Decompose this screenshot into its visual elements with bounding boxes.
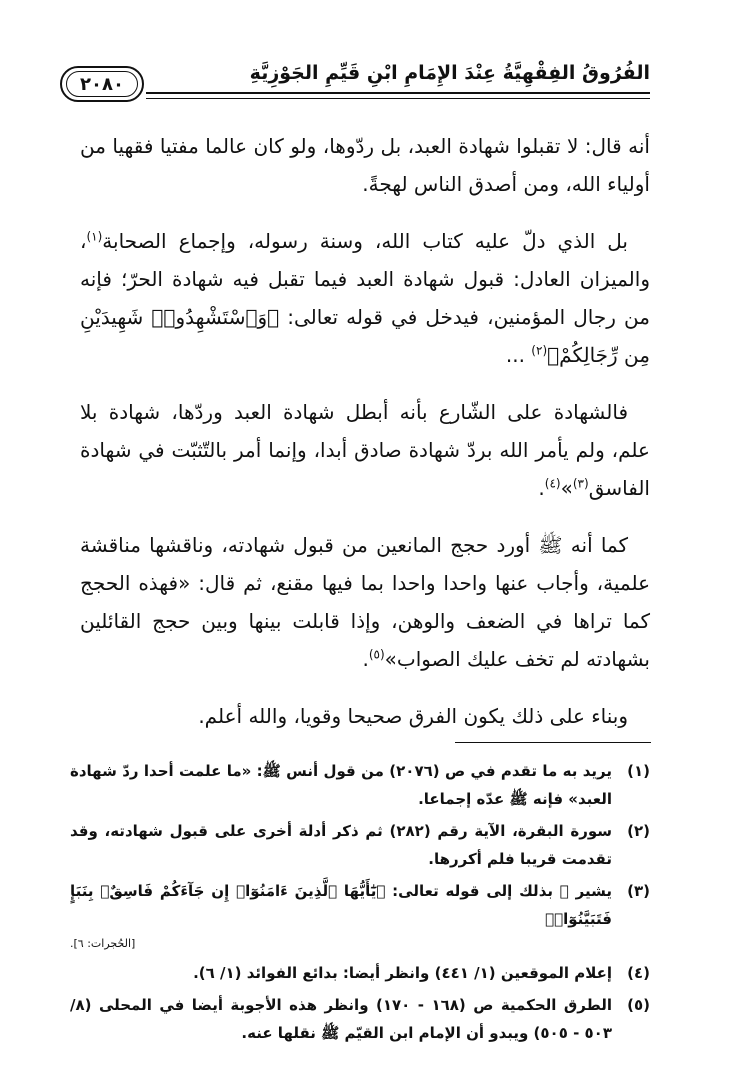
footnote-item [70,991,650,1047]
running-title: الفُرُوقُ الفِقْهِيَّةُ عِنْدَ الإِمَامِ ابْنِ قَيِّمِ الجَوْزِيَّةِ [249,62,650,84]
footnote-ref-4[interactable]: (٤) [544,476,561,491]
footnotes [70,757,650,1051]
paragraph-4 [80,526,650,678]
footnote-ref-3[interactable]: (٣) [572,476,589,491]
footnote-item [70,959,650,987]
header-rule-thin [146,98,650,99]
footnote-text: يشير ﷺ بذلك إلى قوله تعالى: ﴿يَٰٓأَيُّهَا ٱلَّذِينَ ءَامَنُوٓا۟ إِن جَآءَكُمْ فَاسِقٌۢ بِنَبَإٍ فَتَبَيَّنُوٓا۟﴾ [70,882,612,928]
page-number: ٢٠٨٠ [66,71,138,97]
footnote-number: (٣) [627,882,650,900]
paragraph-3 [80,393,650,507]
p3-text-c: . [538,476,545,500]
p2-text-a: بل الذي دلّ عليه كتاب الله، وسنة رسوله، وإجماع الصحابة [102,229,628,253]
footnote-number: (٢) [627,822,650,840]
p4-text-a: كما أنه ﷺ أورد حجج المانعين من قبول شهادته، وناقشها مناقشة علمية، وأجاب عنها واحدا واحدا بما فيها مقنع، ثم قال: «فهذه الحجج كما تراها في الضعف والوهن، وإذا قابلت بينها وبين حجج القائلين بشهادته لم تخف عليك الصواب» [80,533,650,671]
footnote-text: يريد به ما تقدم في ص (٢٠٧٦) من قول أنس ﷺ: «ما علمت أحدا ردّ شهادة العبد» فإنه ﷺ عدّه إجماعا. [70,762,612,808]
footnote-item [70,817,650,873]
p3-text-b: » [560,476,573,500]
footnote-ref-1[interactable]: (١) [86,229,103,244]
footnote-ref-2[interactable]: (٢) [531,343,548,358]
footnote-text-block [70,877,612,955]
paragraph-2 [80,222,650,374]
footnote-text: الطرق الحكمية ص (١٦٨ - ١٧٠) وانظر هذه الأجوبة أيضا في المحلى (٨/ ٥٠٣ - ٥٠٥) ويبدو أن الإمام ابن القيّم ﷺ نقلها عنه. [70,996,612,1042]
footnote-number: (١) [627,762,650,780]
p2-text-b: ، والميزان العادل: قبول شهادة العبد فيما تقبل فيه شهادة الحرّ؛ فإنه من رجال المؤمنين، فيدخل في قوله تعالى: [80,229,650,329]
footnote-ref-5[interactable]: (٥) [368,647,385,662]
surah-reference: [الحُجرات: ٦]. [70,937,136,950]
page-header [60,58,650,106]
p2-text-c: ... [505,343,532,367]
quran-verse: ﴿وَٱسْتَشْهِدُوا۟ شَهِيدَيْنِ مِن رِّجَالِكُمْ﴾ [80,305,650,367]
p3-text-a: فالشهادة على الشّارع بأنه أبطل شهادة العبد وردّها، شهادة بلا علم، ولم يأمر الله بردّ شهادة صادق أبدا، وإنما أمر بالتّثبّت في شهادة الفاسق [80,400,650,500]
footnote-separator [455,742,651,743]
footnote-number: (٥) [627,996,650,1014]
main-text [80,127,650,754]
paragraph-5: وبناء على ذلك يكون الفرق صحيحا وقويا، والله أعلم. [198,704,628,728]
page-number-frame [60,66,144,102]
footnote-item [70,877,650,955]
footnote-text: سورة البقرة، الآية رقم (٢٨٢) ثم ذكر أدلة أخرى على قبول شهادته، وقد تقدمت قريبا فلم أكررها. [70,822,612,868]
footnote-number: (٤) [627,964,650,982]
p4-text-b: . [362,647,369,671]
header-rule-thick [146,92,650,94]
paragraph-1: أنه قال: لا تقبلوا شهادة العبد، بل ردّوها، ولو كان عالما مفتيا فقهيا من أولياء الله، ومن أصدق الناس لهجةً. [80,134,650,196]
footnote-item [70,757,650,813]
footnote-text: إعلام الموقعين (١/ ٤٤١) وانظر أيضا: بدائع الفوائد (١/ ٦). [193,964,612,982]
